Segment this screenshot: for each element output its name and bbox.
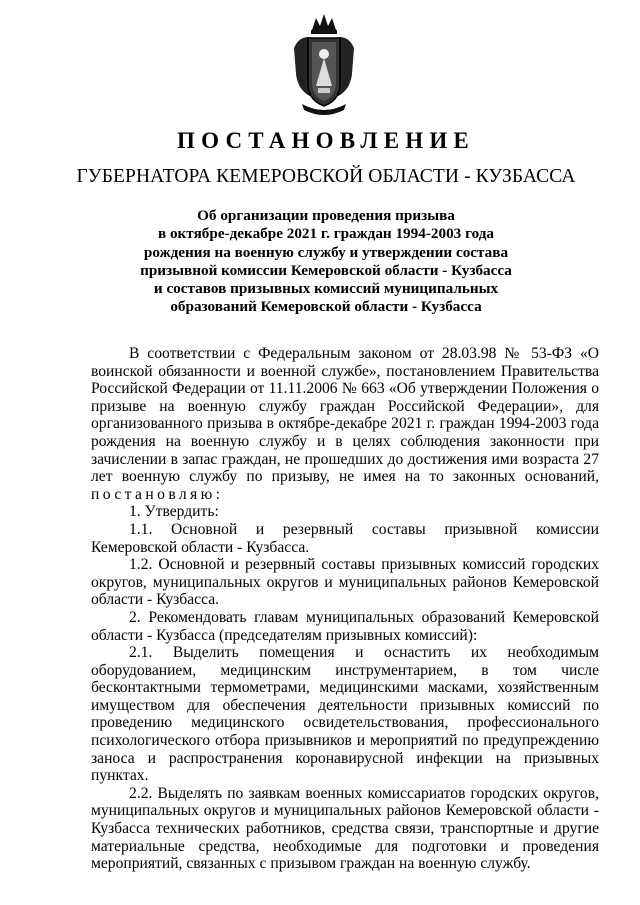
clause-2-2: 2.2. Выделять по заявкам военных комиссариатов городских округов, муниципальных округов и муниципальных районов Кемеровской области - Кузбасса технических работников, средства связи, транспортные и другие материальные средства, необходимые для подготовки и проведения мероприятий, связанных с призывом граждан на военную службу. (91, 784, 599, 873)
title-line: образований Кемеровской области - Кузбасса (170, 298, 482, 316)
document-type-heading: ПОСТАНОВЛЕНИЕ (177, 128, 475, 153)
clause-1: 1. Утвердить: (129, 503, 219, 521)
clause-1-2: 1.2. Основной и резервный составы призывных комиссий городских округов, муниципальных округов и муниципальных районов Кемеровской области - Кузбасса. (91, 556, 599, 609)
document-title (0, 207, 640, 317)
preamble-paragraph: В соответствии с Федеральным законом от 28.03.98 № 53-ФЗ «О воинской обязанности и военной службе», постановлением Правительства Российской Федерации от 11.11.2006 № 663 «Об утверждении Положения о призыве на военную службу граждан Российской Федерации», для организованного призыва в октябре-декабре 2021 г. граждан 1994-2003 года рождения на военную службу и в целях соблюдения законности при зачислении в запас граждан, не прошедших до достижения ими возраста 27 лет военную службу по призыву, не имея на то законных оснований, (91, 345, 599, 486)
title-line: и составов призывных комиссий муниципальных (153, 280, 499, 298)
coat-of-arms-icon (290, 8, 358, 118)
issuer-heading: ГУБЕРНАТОРА КЕМЕРОВСКОЙ ОБЛАСТИ - КУЗБАССА (76, 166, 576, 187)
title-line: в октябре-декабре 2021 г. граждан 1994-2003 года (157, 225, 495, 243)
title-line: Об организации проведения призыва (197, 207, 455, 224)
clause-1-1: 1.1. Основной и резервный составы призывной комиссии Кемеровской области - Кузбасса. (91, 520, 599, 556)
clause-2: 2. Рекомендовать главам муниципальных образований Кемеровской области - Кузбасса (председателям призывных комиссий): (91, 608, 599, 644)
document-body (91, 345, 599, 873)
title-line: рождения на военную службу и утверждении состава (143, 243, 509, 261)
resolve-word: постановляю: (91, 485, 224, 503)
clause-2-1: 2.1. Выделить помещения и оснастить их необходимым оборудованием, медицинским инструментарием, в том числе бесконтактными термометрами, медицинскими масками, хозяйственным имуществом для обеспечения деятельности призывных комиссий по проведению медицинского освидетельствования, профессионального психологического отбора призывников и мероприятий по предупреждению заноса и распространения коронавирусной инфекции на призывных пунктах. (91, 644, 599, 785)
title-line: призывной комиссии Кемеровской области - Кузбасса (140, 261, 512, 279)
